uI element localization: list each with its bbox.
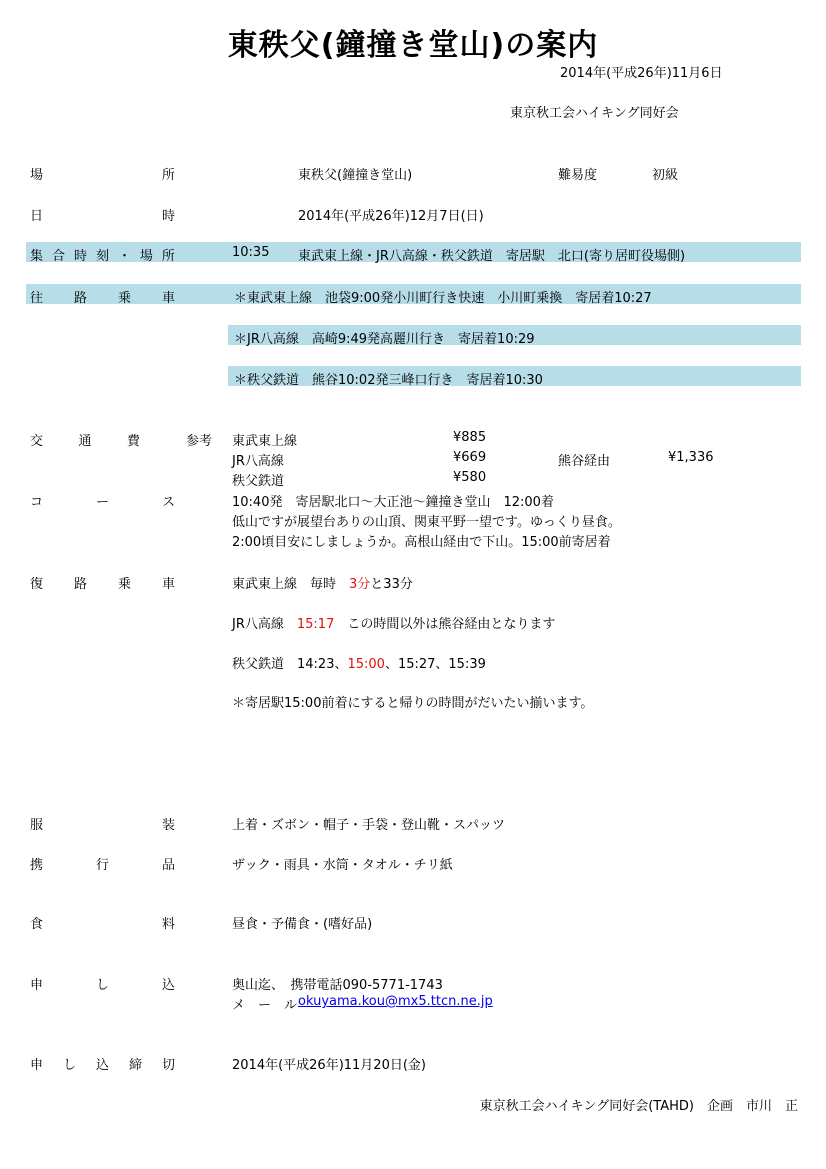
meeting-label: 集 合 時 刻 ・ 場 所 [30, 249, 175, 264]
return-note: ＊寄居駅15:00前着にすると帰りの時間がだいたい揃います。 [232, 696, 594, 711]
return-tobu: 東武東上線 毎時 3分と33分 [232, 577, 413, 592]
meeting-time: 10:35 [232, 245, 270, 260]
fare-note: 参考 [186, 434, 213, 449]
apply-contact: 奥山迄、 携帯電話090-5771-1743 [232, 978, 443, 993]
return-label: 復 路 乗 車 [30, 577, 175, 592]
place-value: 東秩父(鐘撞き堂山) [298, 168, 413, 183]
course-line-1: 10:40発 寄居駅北口～大正池～鐘撞き堂山 12:00着 [232, 495, 554, 510]
organizer-name: 東京秋工会ハイキング同好会 [510, 106, 679, 121]
course-label: コ ー ス [30, 495, 175, 510]
difficulty-value: 初級 [652, 168, 679, 183]
items-label: 携 行 品 [30, 858, 175, 873]
fare-price-chichibu: ¥580 [453, 470, 487, 485]
outbound-line-chichibu: ＊秩父鉄道 熊谷10:02発三峰口行き 寄居着10:30 [234, 373, 543, 388]
fare-price-tobu: ¥885 [453, 430, 487, 445]
fare-via-price: ¥1,336 [668, 450, 714, 465]
clothing-value: 上着・ズボン・帽子・手袋・登山靴・スパッツ [232, 818, 506, 833]
schedule-value: 2014年(平成26年)12月7日(日) [298, 209, 484, 224]
apply-mail-label: メ ー ル [232, 998, 298, 1013]
place-label: 場 所 [30, 168, 175, 183]
return-tobu-highlight: 3分 [349, 577, 371, 592]
clothing-label: 服 装 [30, 818, 175, 833]
deadline-label: 申 し 込 締 切 [30, 1058, 175, 1073]
outbound-line-tobu: ＊東武東上線 池袋9:00発小川町行き快速 小川町乗換 寄居着10:27 [234, 291, 652, 306]
difficulty-label: 難易度 [558, 168, 598, 183]
items-value: ザック・雨具・水筒・タオル・チリ紙 [232, 858, 453, 873]
issue-date: 2014年(平成26年)11月6日 [560, 66, 723, 81]
outbound-label: 往 路 乗 車 [30, 291, 175, 306]
fare-line-jr: JR八高線 [232, 454, 284, 469]
page-title: 東秩父(鐘撞き堂山)の案内 [227, 28, 599, 63]
return-jr: JR八高線 15:17 この時間以外は熊谷経由となります [232, 617, 556, 632]
apply-label: 申 し 込 [30, 978, 175, 993]
return-chichibu: 秩父鉄道 14:23、15:00、15:27、15:39 [232, 657, 486, 672]
fare-line-tobu: 東武東上線 [232, 434, 298, 449]
fare-line-chichibu: 秩父鉄道 [232, 474, 285, 489]
fare-price-jr: ¥669 [453, 450, 487, 465]
email-link[interactable]: okuyama.kou@mx5.ttcn.ne.jp [298, 994, 493, 1009]
outbound-line-jr: ＊JR八高線 高崎9:49発高麗川行き 寄居着10:29 [234, 332, 535, 347]
footer-credit: 東京秋工会ハイキング同好会(TAHD) 企画 市川 正 [479, 1099, 798, 1114]
fare-via-label: 熊谷経由 [558, 454, 611, 469]
meeting-place: 東武東上線・JR八高線・秩父鉄道 寄居駅 北口(寄り居町役場側) [298, 249, 686, 264]
deadline-value: 2014年(平成26年)11月20日(金) [232, 1058, 426, 1073]
return-chichibu-highlight: 15:00 [347, 657, 385, 672]
fare-label: 交 通 費 [30, 434, 140, 449]
food-value: 昼食・予備食・(嗜好品) [232, 917, 373, 932]
course-line-3: 2:00頃目安にしましょうか。高根山経由で下山。15:00前寄居着 [232, 535, 611, 550]
return-jr-highlight: 15:17 [296, 617, 335, 632]
schedule-label: 日 時 [30, 209, 175, 224]
food-label: 食 料 [30, 917, 175, 932]
course-line-2: 低山ですが展望台ありの山頂、関東平野一望です。ゆっくり昼食。 [232, 515, 621, 530]
